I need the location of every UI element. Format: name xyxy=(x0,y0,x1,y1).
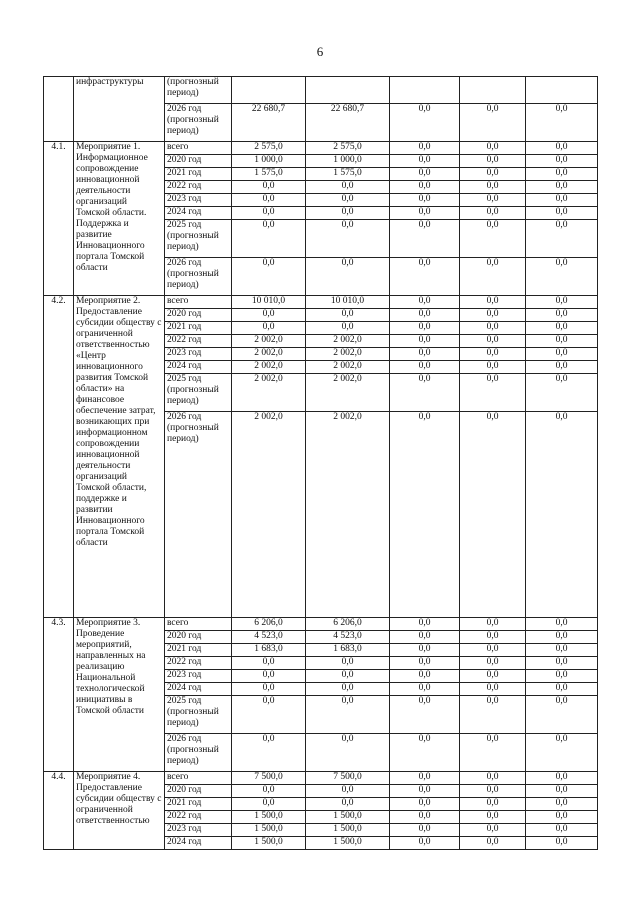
value-cell: 0,0 xyxy=(460,181,526,194)
value-cell: 2 002,0 xyxy=(306,335,390,348)
year-cell: 2023 год xyxy=(165,824,232,837)
value-cell: 1 000,0 xyxy=(306,155,390,168)
budget-table xyxy=(43,76,598,850)
year-cell: 2026 год (прогнозный период) xyxy=(165,734,232,772)
value-cell: 0,0 xyxy=(306,734,390,772)
value-cell: 1 575,0 xyxy=(306,168,390,181)
value-cell: 0,0 xyxy=(526,155,598,168)
value-cell: 0,0 xyxy=(526,104,598,142)
value-cell: 0,0 xyxy=(460,631,526,644)
value-cell: 0,0 xyxy=(526,348,598,361)
value-cell: 0,0 xyxy=(390,155,460,168)
value-cell: 2 575,0 xyxy=(232,142,306,155)
value-cell: 0,0 xyxy=(460,155,526,168)
value-cell: 0,0 xyxy=(390,837,460,850)
value-cell xyxy=(390,77,460,104)
value-cell: 0,0 xyxy=(460,670,526,683)
value-cell xyxy=(460,77,526,104)
value-cell: 0,0 xyxy=(460,683,526,696)
value-cell: 0,0 xyxy=(460,412,526,618)
value-cell xyxy=(232,77,306,104)
year-cell: всего xyxy=(165,618,232,631)
value-cell: 0,0 xyxy=(526,412,598,618)
value-cell: 0,0 xyxy=(526,657,598,670)
value-cell: 0,0 xyxy=(526,168,598,181)
value-cell: 0,0 xyxy=(390,772,460,785)
value-cell: 0,0 xyxy=(390,258,460,296)
value-cell: 0,0 xyxy=(390,683,460,696)
value-cell: 0,0 xyxy=(526,824,598,837)
value-cell: 0,0 xyxy=(232,657,306,670)
value-cell: 22 680,7 xyxy=(306,104,390,142)
year-cell: 2022 год xyxy=(165,335,232,348)
value-cell: 0,0 xyxy=(390,309,460,322)
value-cell: 0,0 xyxy=(526,361,598,374)
value-cell: 1 000,0 xyxy=(232,155,306,168)
value-cell: 0,0 xyxy=(232,194,306,207)
value-cell: 6 206,0 xyxy=(232,618,306,631)
value-cell: 0,0 xyxy=(460,696,526,734)
year-cell: 2026 год (прогнозный период) xyxy=(165,258,232,296)
value-cell: 0,0 xyxy=(390,734,460,772)
value-cell: 0,0 xyxy=(390,785,460,798)
value-cell: 0,0 xyxy=(306,309,390,322)
value-cell: 0,0 xyxy=(390,374,460,412)
value-cell: 0,0 xyxy=(526,772,598,785)
value-cell: 0,0 xyxy=(460,348,526,361)
value-cell: 0,0 xyxy=(390,104,460,142)
value-cell: 0,0 xyxy=(232,683,306,696)
year-cell: 2020 год xyxy=(165,155,232,168)
value-cell: 0,0 xyxy=(232,798,306,811)
value-cell: 0,0 xyxy=(390,670,460,683)
year-cell: 2026 год (прогнозный период) xyxy=(165,412,232,618)
value-cell: 2 002,0 xyxy=(232,361,306,374)
value-cell: 0,0 xyxy=(526,194,598,207)
year-cell: 2024 год xyxy=(165,837,232,850)
value-cell: 0,0 xyxy=(526,335,598,348)
value-cell: 0,0 xyxy=(526,322,598,335)
value-cell: 0,0 xyxy=(526,631,598,644)
value-cell: 2 002,0 xyxy=(306,348,390,361)
value-cell: 0,0 xyxy=(306,670,390,683)
value-cell: 0,0 xyxy=(526,618,598,631)
row-number-cell: 4.1. xyxy=(44,142,74,296)
value-cell: 2 575,0 xyxy=(306,142,390,155)
page-number: 6 xyxy=(316,44,324,59)
value-cell: 0,0 xyxy=(390,657,460,670)
value-cell: 0,0 xyxy=(232,220,306,258)
value-cell: 4 523,0 xyxy=(306,631,390,644)
value-cell: 0,0 xyxy=(390,220,460,258)
activity-name-cell: Мероприятие 3. Проведение мероприятий, направленных на реализацию Национальной технологической инициативы в Томской области xyxy=(74,618,165,772)
value-cell: 0,0 xyxy=(526,837,598,850)
year-cell: 2025 год (прогнозный период) xyxy=(165,220,232,258)
year-cell: 2021 год xyxy=(165,168,232,181)
table-row xyxy=(44,772,598,785)
value-cell: 0,0 xyxy=(526,644,598,657)
value-cell: 0,0 xyxy=(390,296,460,309)
year-cell: 2025 год (прогнозный период) xyxy=(165,696,232,734)
year-cell: 2023 год xyxy=(165,348,232,361)
value-cell: 0,0 xyxy=(526,296,598,309)
value-cell: 0,0 xyxy=(390,631,460,644)
value-cell: 1 683,0 xyxy=(232,644,306,657)
year-cell: 2022 год xyxy=(165,811,232,824)
table-row xyxy=(44,296,598,309)
year-cell: всего xyxy=(165,772,232,785)
value-cell: 0,0 xyxy=(460,798,526,811)
value-cell: 0,0 xyxy=(306,785,390,798)
value-cell: 0,0 xyxy=(390,696,460,734)
value-cell: 7 500,0 xyxy=(232,772,306,785)
year-cell: 2023 год xyxy=(165,670,232,683)
value-cell: 0,0 xyxy=(390,322,460,335)
value-cell: 0,0 xyxy=(460,785,526,798)
value-cell: 0,0 xyxy=(232,670,306,683)
value-cell: 0,0 xyxy=(390,618,460,631)
value-cell: 0,0 xyxy=(526,683,598,696)
value-cell: 0,0 xyxy=(306,220,390,258)
value-cell: 0,0 xyxy=(306,683,390,696)
activity-name-cell: Мероприятие 4. Предоставление субсидии обществу с ограниченной ответственностью xyxy=(74,772,165,850)
value-cell: 0,0 xyxy=(460,322,526,335)
value-cell: 0,0 xyxy=(460,811,526,824)
year-cell: 2023 год xyxy=(165,194,232,207)
year-cell: 2020 год xyxy=(165,785,232,798)
value-cell: 0,0 xyxy=(232,322,306,335)
table-row xyxy=(44,77,598,104)
value-cell: 2 002,0 xyxy=(232,348,306,361)
value-cell: 0,0 xyxy=(232,258,306,296)
value-cell: 0,0 xyxy=(232,785,306,798)
value-cell: 0,0 xyxy=(460,772,526,785)
value-cell: 10 010,0 xyxy=(232,296,306,309)
value-cell: 0,0 xyxy=(232,181,306,194)
year-cell: (прогнозный период) xyxy=(165,77,232,104)
value-cell: 0,0 xyxy=(390,335,460,348)
value-cell: 0,0 xyxy=(460,309,526,322)
year-cell: 2022 год xyxy=(165,181,232,194)
value-cell: 0,0 xyxy=(460,824,526,837)
table-row xyxy=(44,142,598,155)
value-cell: 0,0 xyxy=(526,220,598,258)
value-cell: 0,0 xyxy=(232,734,306,772)
value-cell: 6 206,0 xyxy=(306,618,390,631)
value-cell: 0,0 xyxy=(306,657,390,670)
value-cell: 0,0 xyxy=(232,207,306,220)
activity-name-cell: Мероприятие 1. Информационное сопровождение инновационной деятельности организаций Томской области. Поддержка и развитие Инновационного портала Томской области xyxy=(74,142,165,296)
value-cell: 0,0 xyxy=(390,181,460,194)
value-cell: 1 500,0 xyxy=(306,811,390,824)
value-cell: 0,0 xyxy=(390,811,460,824)
activity-blocks xyxy=(44,142,598,850)
value-cell: 0,0 xyxy=(460,142,526,155)
value-cell: 0,0 xyxy=(306,696,390,734)
value-cell: 4 523,0 xyxy=(232,631,306,644)
value-cell: 0,0 xyxy=(306,798,390,811)
value-cell: 0,0 xyxy=(460,734,526,772)
value-cell: 1 500,0 xyxy=(232,811,306,824)
activity-name-cell: Мероприятие 2. Предоставление субсидии обществу с ограниченной ответственностью «Центр инновационного развития Томской области» на финансовое обеспечение затрат, возникающих при информационном сопровождении инновационной деятельности организаций Томской области, поддержке и развитии Инновационного портала Томской области xyxy=(74,296,165,618)
table-row xyxy=(44,618,598,631)
value-cell: 0,0 xyxy=(460,644,526,657)
year-cell: 2022 год xyxy=(165,657,232,670)
row-number-cell: 4.3. xyxy=(44,618,74,772)
value-cell: 0,0 xyxy=(390,798,460,811)
value-cell: 10 010,0 xyxy=(306,296,390,309)
value-cell: 0,0 xyxy=(526,798,598,811)
row-number-cell: 4.4. xyxy=(44,772,74,850)
value-cell: 2 002,0 xyxy=(306,412,390,618)
value-cell: 0,0 xyxy=(460,657,526,670)
value-cell: 1 500,0 xyxy=(306,837,390,850)
value-cell: 0,0 xyxy=(526,734,598,772)
value-cell: 0,0 xyxy=(460,296,526,309)
value-cell: 0,0 xyxy=(526,670,598,683)
value-cell: 0,0 xyxy=(460,374,526,412)
value-cell: 0,0 xyxy=(460,258,526,296)
value-cell: 0,0 xyxy=(526,696,598,734)
value-cell: 0,0 xyxy=(526,207,598,220)
value-cell: 0,0 xyxy=(390,412,460,618)
value-cell: 0,0 xyxy=(526,785,598,798)
value-cell: 0,0 xyxy=(526,258,598,296)
value-cell: 0,0 xyxy=(390,142,460,155)
value-cell: 0,0 xyxy=(526,374,598,412)
value-cell: 1 500,0 xyxy=(232,824,306,837)
value-cell: 0,0 xyxy=(460,220,526,258)
value-cell: 0,0 xyxy=(306,258,390,296)
value-cell: 1 575,0 xyxy=(232,168,306,181)
value-cell: 22 680,7 xyxy=(232,104,306,142)
value-cell: 0,0 xyxy=(390,194,460,207)
year-cell: 2021 год xyxy=(165,798,232,811)
value-cell: 1 500,0 xyxy=(306,824,390,837)
year-cell: 2025 год (прогнозный период) xyxy=(165,374,232,412)
activity-name-cell: инфраструктуры xyxy=(74,77,165,142)
value-cell: 0,0 xyxy=(390,207,460,220)
year-cell: 2024 год xyxy=(165,683,232,696)
value-cell: 0,0 xyxy=(460,168,526,181)
value-cell: 0,0 xyxy=(306,207,390,220)
value-cell: 2 002,0 xyxy=(306,374,390,412)
year-cell: 2021 год xyxy=(165,322,232,335)
value-cell: 1 683,0 xyxy=(306,644,390,657)
value-cell: 1 500,0 xyxy=(232,837,306,850)
value-cell: 7 500,0 xyxy=(306,772,390,785)
value-cell: 0,0 xyxy=(460,194,526,207)
year-cell: 2024 год xyxy=(165,361,232,374)
value-cell: 0,0 xyxy=(460,618,526,631)
value-cell: 0,0 xyxy=(232,696,306,734)
value-cell: 0,0 xyxy=(526,309,598,322)
year-cell: всего xyxy=(165,296,232,309)
year-cell: 2021 год xyxy=(165,644,232,657)
value-cell: 2 002,0 xyxy=(232,374,306,412)
year-cell: всего xyxy=(165,142,232,155)
value-cell: 0,0 xyxy=(526,181,598,194)
row-number-cell xyxy=(44,77,74,142)
value-cell: 0,0 xyxy=(390,644,460,657)
year-cell: 2020 год xyxy=(165,631,232,644)
value-cell: 0,0 xyxy=(460,335,526,348)
value-cell: 0,0 xyxy=(306,181,390,194)
value-cell: 0,0 xyxy=(526,142,598,155)
value-cell: 0,0 xyxy=(526,811,598,824)
value-cell: 0,0 xyxy=(390,168,460,181)
value-cell: 0,0 xyxy=(460,361,526,374)
row-number-cell: 4.2. xyxy=(44,296,74,618)
value-cell: 0,0 xyxy=(232,309,306,322)
value-cell: 2 002,0 xyxy=(232,412,306,618)
value-cell: 0,0 xyxy=(306,194,390,207)
value-cell: 0,0 xyxy=(390,824,460,837)
value-cell: 0,0 xyxy=(460,837,526,850)
value-cell xyxy=(306,77,390,104)
year-cell: 2024 год xyxy=(165,207,232,220)
year-cell: 2020 год xyxy=(165,309,232,322)
value-cell: 0,0 xyxy=(390,361,460,374)
value-cell: 0,0 xyxy=(460,207,526,220)
value-cell: 2 002,0 xyxy=(306,361,390,374)
value-cell: 0,0 xyxy=(460,104,526,142)
value-cell: 0,0 xyxy=(390,348,460,361)
year-cell: 2026 год (прогнозный период) xyxy=(165,104,232,142)
value-cell xyxy=(526,77,598,104)
value-cell: 2 002,0 xyxy=(232,335,306,348)
value-cell: 0,0 xyxy=(306,322,390,335)
